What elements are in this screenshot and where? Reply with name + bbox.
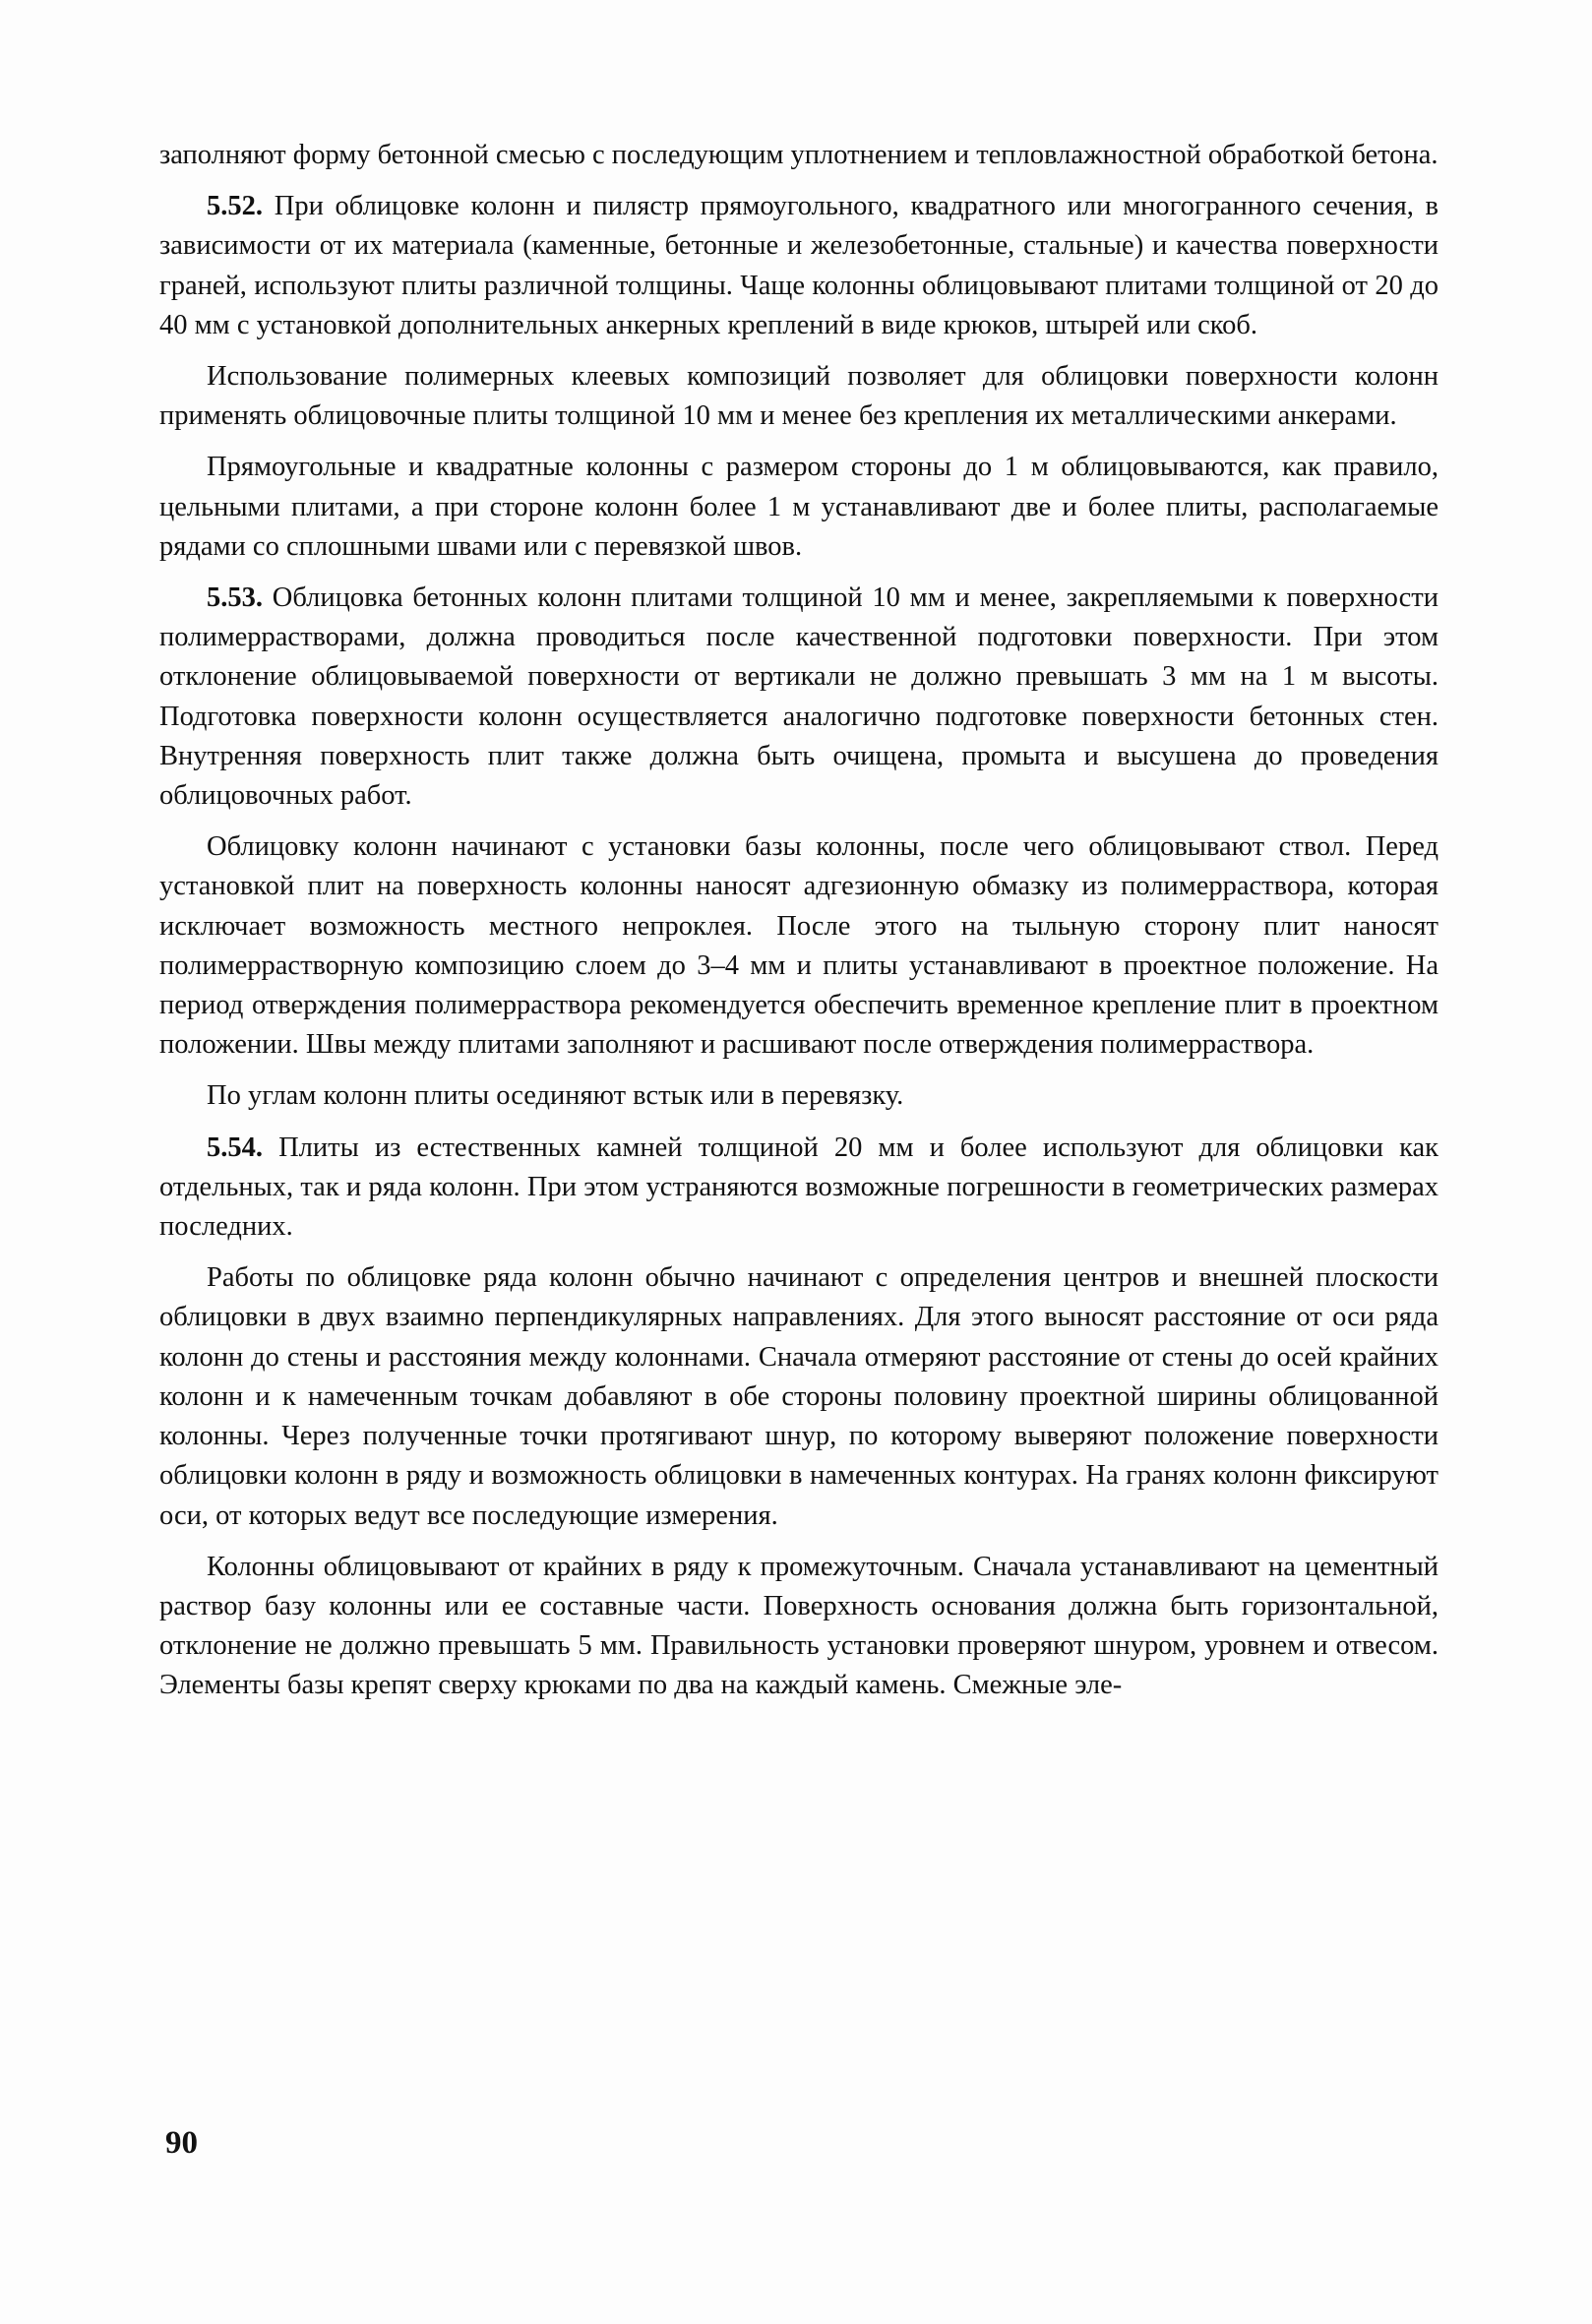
paragraph-text: Прямоугольные и квадратные колонны с размером стороны до 1 м облицовываются, как правило, цельными плитами, а при стороне колонн более 1 м устанавливают две и более плиты, располагаемые рядами со сплошными швами или с перевязкой швов. [159,452,1439,562]
paragraph-text: Колонны облицовывают от крайних в ряду к промежуточным. Сначала устанавливают на цементный раствор базу колонны или ее составные части. Поверхность основания должна быть горизонтальной, отклонение не должно превышать 5 мм. Правильность установки проверяют шнуром, уровнем и отвесом. Элементы базы крепят сверху крюками по два на каждый камень. Смежные эле- [159,1551,1439,1701]
paragraph-text: заполняют форму бетонной смесью с последующим уплотнением и тепловлажностной обработкой бетона. [159,140,1439,170]
paragraph [159,1258,1439,1535]
paragraph-continuation [159,136,1439,175]
paragraph-number: 5.52. [207,191,263,222]
paragraph-text: Использование полимерных клеевых композиций позволяет для облицовки поверхности колонн применять облицовочные плиты толщиной 10 мм и менее без крепления их металлическими анкерами. [159,361,1439,432]
paragraph [159,1548,1439,1706]
paragraph-text: Облицовку колонн начинают с установки базы колонны, после чего облицовывают ствол. Перед установкой плит на поверхность колонны наносят адгезионную обмазку из полимерраствора, которая исключает возможность местного непроклея. После этого на тыльную сторону плит наносят полимеррастворную композицию слоем до 3–4 мм и плиты устанавливают в проектное положение. На период отверждения полимерраствора рекомендуется обеспечить временное крепление плит в проектном положении. Швы между плитами заполняют и расшивают после отверждения полимерраствора. [159,831,1439,1061]
paragraph-text: Облицовка бетонных колонн плитами толщиной 10 мм и менее, закрепляемыми к поверхности полимеррастворами, должна проводиться после качественной подготовки поверхности. При этом отклонение облицовываемой поверхности от вертикали не должно превышать 3 мм на 1 м высоты. Подготовка поверхности колонн осуществляется аналогично подготовке поверхности бетонных стен. Внутренняя поверхность плит также должна быть очищена, промыта и высушена до проведения облицовочных работ. [159,582,1439,812]
body-text [159,136,1439,1718]
paragraph-text: По углам колонн плиты осединяют встык или в перевязку. [207,1080,904,1112]
paragraph-number: 5.53. [207,582,263,614]
paragraph-text: Работы по облицовке ряда колонн обычно начинают с определения центров и внешней плоскости облицовки в двух взаимно перпендикулярных направлениях. Для этого выносят расстояние от оси ряда колонн до стены и расстояния между колоннами. Сначала отмеряют расстояние от стены до осей крайних колонн и к намеченным точкам добавляют в обе стороны половину проектной ширины облицованной колонны. Через полученные точки протягивают шнур, по которому выверяют положение поверхности облицовки колонн в ряду и возможность облицовки в намеченных контурах. На гранях колонн фиксируют оси, от которых ведут все последующие измерения. [159,1262,1439,1531]
page-number: 90 [165,2125,198,2161]
paragraph [159,448,1439,567]
paragraph [159,827,1439,1065]
paragraph [159,357,1439,436]
paragraph-5-53 [159,579,1439,816]
paragraph-text: При облицовке колонн и пилястр прямоугольного, квадратного или многогранного сечения, в зависимости от их материала (каменные, бетонные и железобетонные, стальные) и качества поверхности граней, используют плиты различной толщины. Чаще колонны облицовывают плитами толщиной от 20 до 40 мм с установкой дополнительных анкерных креплений в виде крюков, штырей или скоб. [159,191,1439,340]
paragraph-number: 5.54. [207,1131,263,1163]
paragraph-5-52 [159,187,1439,345]
paragraph-text: Плиты из естественных камней толщиной 20 мм и более используют для облицовки как отдельных, так и ряда колонн. При этом устраняются возможные погрешности в геометрических размерах последних. [159,1131,1439,1243]
paragraph-5-54 [159,1129,1439,1248]
paragraph [159,1076,1439,1116]
